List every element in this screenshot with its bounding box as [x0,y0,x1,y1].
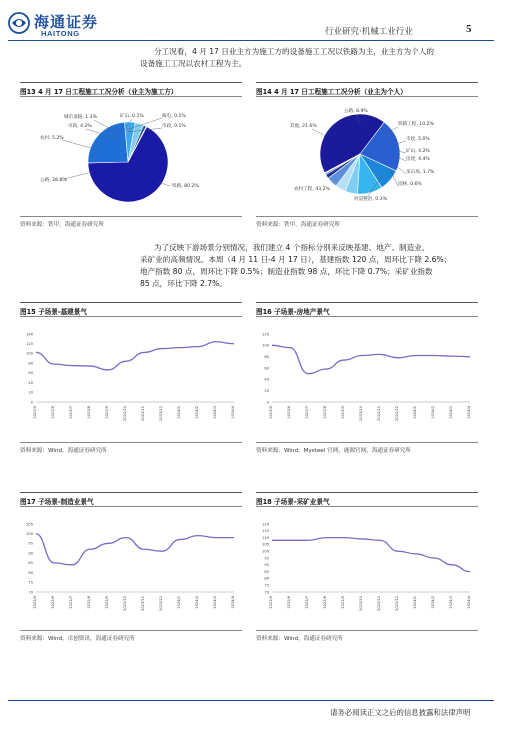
figure-13-pie-chart [20,100,242,212]
y-tick-label: 120 [262,332,269,337]
x-tick-label: 2024/3 [213,406,217,419]
x-tick-label: 2024/2 [195,596,199,609]
pie-label: 矿山, 4.2% [406,149,430,154]
x-tick-label: 2024/3 [449,596,453,609]
figure-17-line-chart [20,520,242,616]
report-category: 行业研究·机械工业行业 [325,27,413,37]
figure-top-rule [20,492,242,493]
y-tick-label: 105 [262,542,269,547]
x-tick-label: 2023/12 [395,406,399,421]
y-tick-label: 140 [26,332,33,337]
y-tick-label: 95 [28,541,33,546]
x-tick-label: 2023/8 [323,406,327,419]
y-tick-label: 20 [264,388,269,393]
x-tick-label: 2024/2 [431,596,435,609]
body-paragraph-line: 为了反映下游场景分别情况，我们建立 4 个指标分别来反映基建、地产、制造业、 [154,243,430,252]
pie-label: 矿山, 0.1% [120,114,144,119]
company-logo [8,10,98,36]
x-tick-label: 2023/11 [141,406,145,421]
pie-label: 核电, 0.1% [162,114,186,119]
x-tick-label: 2023/8 [87,596,91,609]
pie-label: 公路, 28.8% [40,178,67,183]
x-tick-label: 2024/4 [467,596,471,609]
x-tick-label: 2023/7 [69,596,73,609]
figure-18-source: 资料来源：Wind，海通证券研究所 [256,636,343,642]
header-rule [8,40,494,41]
x-tick-label: 2023/5 [33,596,37,609]
y-tick-label: 70 [264,590,269,595]
x-tick-label: 2024/1 [413,596,417,609]
y-tick-label: 120 [262,522,269,527]
logo-english-text: HAITONG [41,29,80,38]
body-paragraph-line: 85 点，环比下降 2.7%。 [140,279,227,288]
figure-13-title: 图13 4 月 17 日工程施工工况分析（业主为施工方） [20,88,178,96]
figure-top-rule [256,82,478,83]
x-tick-label: 2023/11 [377,406,381,421]
figure-15-line-chart [20,330,242,426]
figure-bottom-rule [20,630,242,631]
x-tick-label: 2024/1 [413,406,417,419]
y-tick-label: 75 [28,580,33,585]
x-tick-label: 2024/4 [231,596,235,609]
legal-disclaimer: 请务必阅读正文之后的信息披露和法律声明 [330,708,471,717]
figure-15-title: 图15 子场景-基建景气 [20,308,87,316]
body-paragraph [140,242,495,290]
figure-17-source: 资料来源：Wind，卓创资讯，海通证券研究所 [20,636,135,642]
pie-label: 城市道路, 1.3% [64,115,97,120]
pie-label: 房建, 4.4% [406,157,430,162]
figure-18-line-chart [256,520,478,616]
x-tick-label: 2023/6 [51,406,55,419]
x-tick-label: 2023/9 [341,596,345,609]
x-tick-label: 2023/9 [105,406,109,419]
figure-title-rule [256,96,478,97]
body-paragraph-line: 采矿业的高频情况。本周（4 月 11 日-4 月 17 日），基建指数 120 点，周环比下降 2.6%； [140,255,452,264]
footer-rule [8,700,494,701]
y-tick-label: 40 [264,377,269,382]
figure-15-source: 资料来源：Wind，海通证券研究所 [20,448,107,454]
x-tick-label: 2023/5 [33,406,37,419]
pie-slice [88,122,128,163]
pie-label: 园林, 0.6% [398,182,422,187]
figure-title-rule [20,96,242,97]
series-line [36,534,234,565]
pie-label: 河道整治, 0.3% [354,197,387,202]
y-tick-label: 100 [26,532,33,537]
figure-bottom-rule [256,630,478,631]
y-tick-label: 60 [264,366,269,371]
page-number: 5 [466,23,472,35]
x-tick-label: 2024/3 [213,596,217,609]
x-tick-label: 2023/6 [51,596,55,609]
y-tick-label: 75 [264,583,269,588]
series-line [272,538,470,572]
y-tick-label: 110 [262,535,269,540]
y-tick-label: 85 [28,561,33,566]
series-line [36,342,234,370]
y-tick-label: 105 [26,522,33,527]
x-tick-label: 2024/1 [177,596,181,609]
x-tick-label: 2024/4 [231,406,235,419]
y-tick-label: 100 [262,343,269,348]
figure-bottom-rule [256,442,478,443]
figure-14-title: 图14 4 月 17 日工程施工工况分析（业主为个人） [256,88,407,96]
x-tick-label: 2023/9 [341,406,345,419]
y-tick-label: 0 [266,400,269,405]
x-tick-label: 2024/2 [431,406,435,419]
y-tick-label: 85 [264,569,269,574]
pie-label: 市政, 5.0% [406,137,430,142]
x-tick-label: 2023/7 [305,596,309,609]
x-tick-label: 2023/10 [123,596,127,611]
y-tick-label: 100 [262,549,269,554]
logo-chinese-text: 海通证券 [34,13,99,31]
figure-bottom-rule [256,216,478,217]
figure-18-title: 图18 子场景-采矿业景气 [256,498,330,506]
x-tick-label: 2023/12 [395,596,399,611]
x-tick-label: 2024/2 [195,406,199,419]
y-tick-label: 90 [28,551,33,556]
pie-label: 铁路, 80.2% [172,184,199,189]
figure-13-source: 资料来源：铁甲，海通证券研究所 [20,222,104,228]
y-tick-label: 95 [264,556,269,561]
logo-mark-icon [8,12,30,34]
intro-paragraph-line: 分工况看，4 月 17 日业主方为施工方的设备施工工况以铁路为主，业主方为个人的 [154,47,434,56]
x-tick-label: 2023/10 [359,596,363,611]
y-tick-label: 20 [28,390,33,395]
x-tick-label: 2023/6 [287,596,291,609]
figure-title-rule [256,316,478,317]
x-tick-label: 2023/9 [105,596,109,609]
pie-label: 市政, 4.2% [68,124,92,129]
x-tick-label: 2023/5 [269,406,273,419]
figure-16-source: 资料来源：Wind，Mysteel 官网，鹿源官网，海通证券研究所 [256,448,411,454]
pie-label: 其他, 21.6% [290,124,317,129]
figure-16-line-chart [256,330,478,426]
y-tick-label: 80 [264,576,269,581]
x-tick-label: 2023/7 [305,406,309,419]
intro-paragraph [140,46,490,70]
figure-17-title: 图17 子场景-制造业景气 [20,498,94,506]
figure-14-pie-chart [256,100,478,212]
pie-label: 采石场, 1.7% [406,170,435,175]
figure-16-title: 图16 子场景-房地产景气 [256,308,330,316]
series-line [272,345,470,373]
x-tick-label: 2023/11 [141,596,145,611]
x-tick-label: 2023/12 [159,596,163,611]
x-tick-label: 2023/6 [287,406,291,419]
x-tick-label: 2023/5 [269,596,273,609]
figure-title-rule [20,506,242,507]
figure-top-rule [20,82,242,83]
figure-title-rule [20,316,242,317]
y-tick-label: 40 [28,380,33,385]
pie-label: 市政, 0.1% [162,124,186,129]
body-paragraph-line: 地产指数 80 点，周环比下降 0.5%；制造业指数 98 点，环比下降 0.7%；采矿业指数 [140,267,433,276]
intro-paragraph-line: 设备施工工况以农村工程为主。 [140,59,247,68]
x-tick-label: 2024/4 [467,406,471,419]
y-tick-label: 120 [26,342,33,347]
x-tick-label: 2023/8 [87,406,91,419]
x-tick-label: 2024/3 [449,406,453,419]
figure-14-source: 资料来源：铁甲，海通证券研究所 [256,222,340,228]
x-tick-label: 2023/12 [159,406,163,421]
x-tick-label: 2023/7 [69,406,73,419]
y-tick-label: 90 [264,563,269,568]
y-tick-label: 80 [264,354,269,359]
pie-label: 农村, 5.2% [40,136,64,141]
x-tick-label: 2024/1 [177,406,181,419]
x-tick-label: 2023/10 [123,406,127,421]
figure-top-rule [256,492,478,493]
figure-bottom-rule [20,216,242,217]
pie-label: 公路, 8.9% [344,109,368,114]
y-tick-label: 60 [28,371,33,376]
y-tick-label: 80 [28,361,33,366]
y-tick-label: 0 [30,400,33,405]
y-tick-label: 115 [262,529,269,534]
figure-bottom-rule [20,442,242,443]
y-tick-label: 80 [28,570,33,575]
pie-label: 农村工程, 43.2% [294,187,330,192]
y-tick-label: 100 [26,351,33,356]
figure-top-rule [256,302,478,303]
y-tick-label: 70 [28,590,33,595]
pie-label: 铁路工程, 10.2% [398,122,434,127]
x-tick-label: 2023/10 [359,406,363,421]
x-tick-label: 2023/11 [377,596,381,611]
x-tick-label: 2023/8 [323,596,327,609]
figure-title-rule [256,506,478,507]
figure-top-rule [20,302,242,303]
